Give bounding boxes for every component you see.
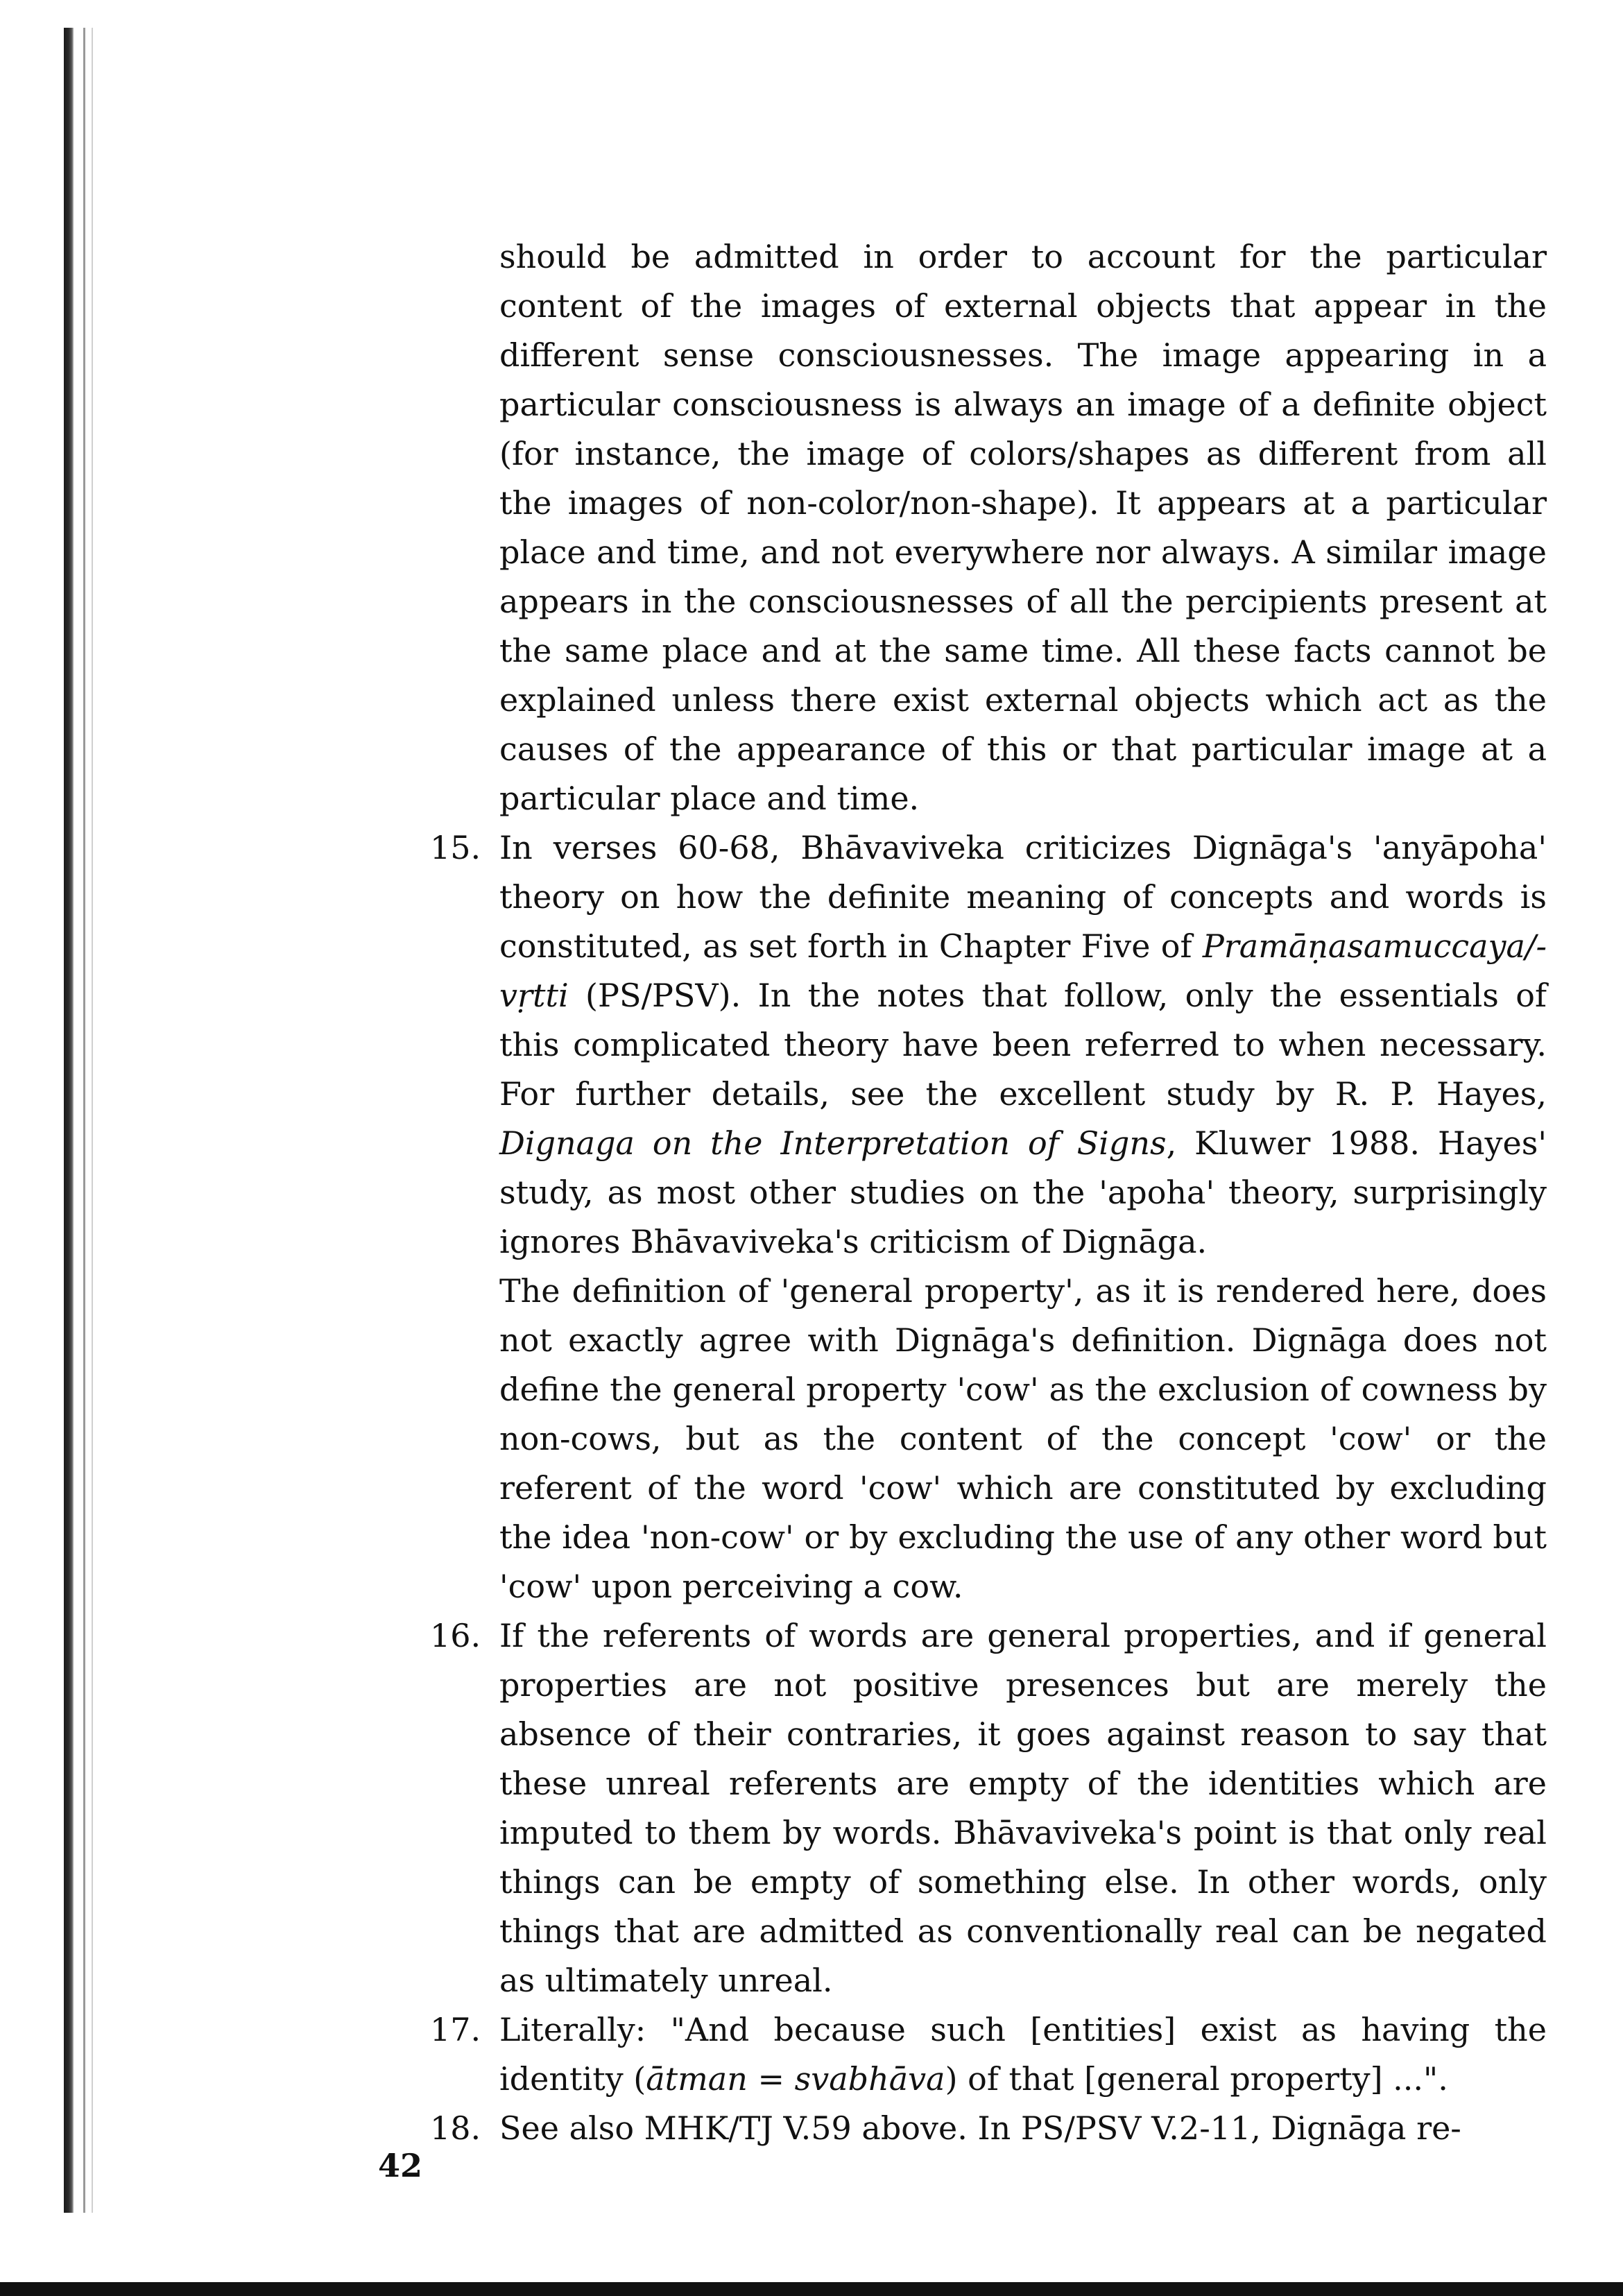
binding-edge-line (83, 28, 85, 2213)
note-body (499, 823, 1547, 1267)
note-body: See also MHK/TJ V.59 above. In PS/PSV V.2-11, Dignāga re- (499, 2109, 1461, 2147)
note-number: 18. (430, 2109, 481, 2147)
note-text: (PS/PSV). In the notes that follow, only the essentials of this complicated theory have been referred to when necessary. For further details, see the excellent study by R. P. Hayes, (499, 977, 1547, 1113)
sanskrit-term: svabhāva (794, 2060, 945, 2098)
note-15 (430, 823, 1547, 1267)
sanskrit-term: ātman (646, 2060, 748, 2098)
note-18 (430, 2104, 1547, 2153)
binding-edge-shadow (64, 28, 74, 2213)
note-number: 17. (430, 2011, 481, 2048)
continuation-paragraph: should be admitted in order to account for the particular content of the images of external objects that appear in the different sense consciousnesses. The image appearing in a particular consciousness is always an image of a definite object (for instance, the image of colors/shapes as different from all the images of non-color/non-shape). It appears at a particular place and time, and not everywhere nor always. A similar image appears in the consciousnesses of all the percipients present at the same place and at the same time. All these facts cannot be explained unless there exist external objects which act as the causes of the appearance of this or that particular image at a particular place and time. (499, 238, 1547, 817)
note-body: If the referents of words are general properties, and if general properties are not positive presences but are merely the absence of their contraries, it goes against reason to say that these unreal referents are empty of the identities which are imputed to them by words. Bhāvaviveka's point is that only real things can be empty of something else. In other words, only things that are admitted as conventionally real can be negated as ultimately unreal. (499, 1617, 1547, 1999)
note-number: 15. (430, 829, 481, 866)
cited-title: Pramāṇasamuccaya/-vṛtti (499, 927, 1547, 1014)
scan-bottom-edge (0, 2282, 1623, 2296)
note-number: 16. (430, 1617, 481, 1654)
binding-edge-faint-line (92, 28, 93, 2213)
note-text: In verses 60-68, Bhāvaviveka criticizes Dignāga's 'anyāpoha' theory on how the definite meaning of concepts and words is constituted, as set forth in Chapter Five of (499, 829, 1547, 965)
note-text: Literally: "And because such [entities] exist as having the identity ( (499, 2011, 1547, 2098)
note-15-second-paragraph: The definition of 'general property', as it is rendered here, does not exactly agree with Dignāga's definition. Dignāga does not define the general property 'cow' as the exclusion of cowness by non-cows, but as the content of the concept 'cow' or the referent of the word 'cow' which are constituted by excluding the idea 'non-cow' or by excluding the use of any other word but 'cow' upon perceiving a cow. (499, 1272, 1547, 1605)
page-number: 42 (378, 2147, 423, 2184)
note-16 (430, 1611, 1547, 2005)
note-text: , Kluwer 1988. Hayes' study, as most other studies on the 'apoha' theory, surprisingly ignores Bhāvaviveka's criticism of Dignāga. (499, 1124, 1547, 1260)
notes-text-block (430, 232, 1547, 2153)
note-body (499, 2005, 1547, 2104)
note-17 (430, 2005, 1547, 2104)
note-text: ) of that [general property] ...". (945, 2060, 1448, 2098)
cited-title: Dignaga on the Interpretation of Signs (499, 1124, 1167, 1162)
note-text: = (747, 2060, 795, 2098)
